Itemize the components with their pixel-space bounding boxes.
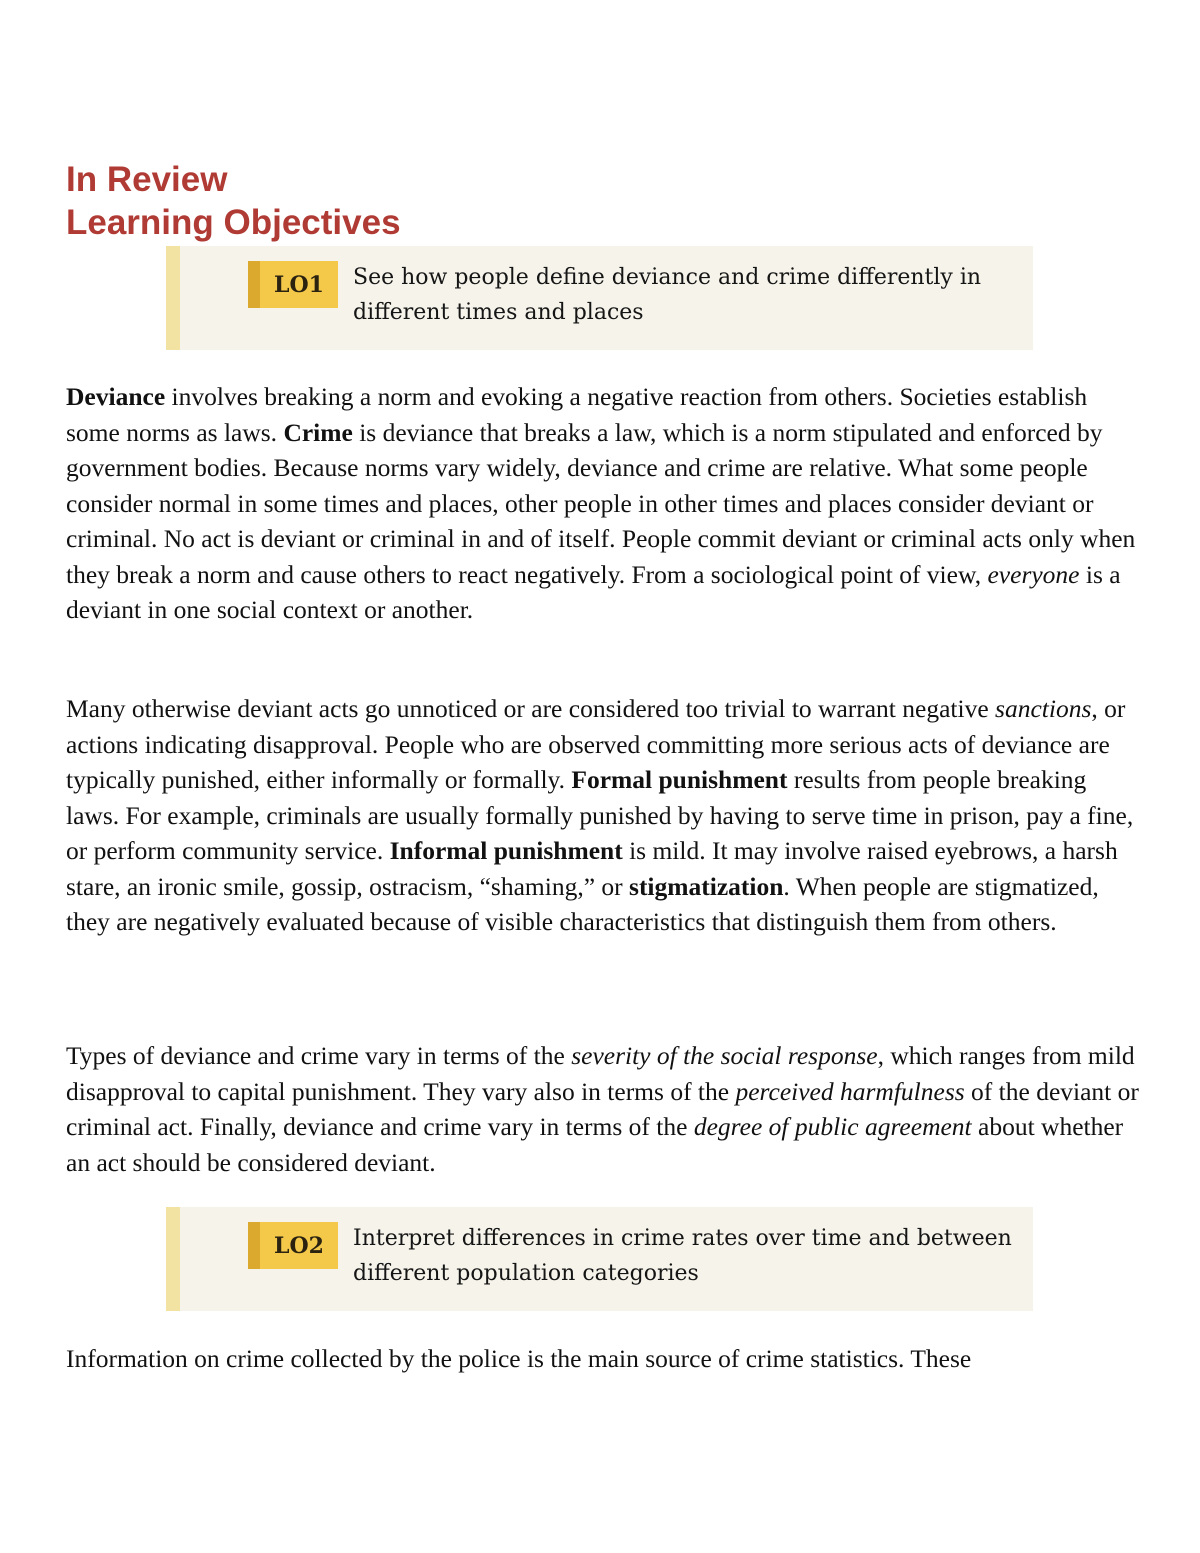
paragraph-deviance bbox=[66, 379, 1141, 628]
text-run: Many otherwise deviant acts go unnoticed or are considered too trivial to warrant negative bbox=[66, 694, 996, 723]
paragraph-types bbox=[66, 1038, 1141, 1180]
text-run: of the deviant or criminal act. Finally, deviance and crime vary in terms of the bbox=[66, 1076, 1139, 1141]
emphasis-severity: severity of the social response bbox=[571, 1041, 878, 1070]
term-stigmatization: stigmatization bbox=[629, 871, 784, 901]
section-heading bbox=[66, 158, 401, 244]
text-run: is a deviant in one social context or another. bbox=[66, 559, 1121, 624]
learning-objective-box-2 bbox=[166, 1207, 1033, 1311]
text-run: , or actions indicating disapproval. People who are observed committing more serious acts of deviance are typically punished, either informally or formally. bbox=[66, 694, 1126, 794]
text-run: Information on crime collected by the police is the main source of crime statistics. These bbox=[66, 1344, 972, 1373]
paragraph-sanctions bbox=[66, 691, 1141, 940]
emphasis-harmfulness: perceived harmfulness bbox=[735, 1076, 965, 1106]
lo-badge: LO1 bbox=[248, 261, 338, 308]
text-run: is deviance that breaks a law, which is a norm stipulated and enforced by government bodies. Because norms vary widely, deviance and crime are relative. What some people consider normal in some times and places, other people in other times and places consider deviant or criminal. No act is deviant or criminal in and of itself. People commit deviant or criminal acts only when they break a norm and cause others to react negatively. From a sociological point of view, bbox=[66, 417, 1136, 589]
heading-line-1: In Review bbox=[66, 160, 228, 199]
text-run: results from people breaking laws. For example, criminals are usually formally punished by having to serve time in prison, pay a fine, or perform community service. bbox=[66, 765, 1134, 865]
emphasis-everyone: everyone bbox=[987, 559, 1080, 589]
term-deviance: Deviance bbox=[66, 382, 166, 411]
lo-text: See how people define deviance and crime differently in different times and places bbox=[353, 265, 982, 325]
term-informal-punishment: Informal punishment bbox=[389, 836, 623, 865]
emphasis-agreement: degree of public agreement bbox=[693, 1112, 972, 1141]
text-run: involves breaking a norm and evoking a negative reaction from others. Societies establish some norms as laws. bbox=[66, 382, 1088, 447]
text-run: . When people are stigmatized, they are negatively evaluated because of visible characteristics that distinguish them from others. bbox=[66, 871, 1099, 936]
text-run: about whether an act should be considered deviant. bbox=[66, 1112, 1124, 1177]
emphasis-sanctions: sanctions bbox=[995, 694, 1092, 723]
lo-badge: LO2 bbox=[248, 1222, 338, 1269]
text-run: , which ranges from mild disapproval to capital punishment. They vary also in terms of the bbox=[66, 1041, 1135, 1106]
text-run: Types of deviance and crime vary in terms of the bbox=[66, 1041, 572, 1070]
heading-line-2: Learning Objectives bbox=[66, 203, 401, 242]
lo-text: Interpret differences in crime rates over time and between different population categories bbox=[353, 1226, 1012, 1286]
term-formal-punishment: Formal punishment bbox=[571, 765, 788, 794]
learning-objective-box-1 bbox=[166, 246, 1033, 350]
term-crime: Crime bbox=[283, 417, 353, 447]
paragraph-crime-statistics bbox=[66, 1341, 1141, 1377]
text-run: is mild. It may involve raised eyebrows, a harsh stare, an ironic smile, gossip, ostracism, “shaming,” or bbox=[66, 836, 1118, 901]
